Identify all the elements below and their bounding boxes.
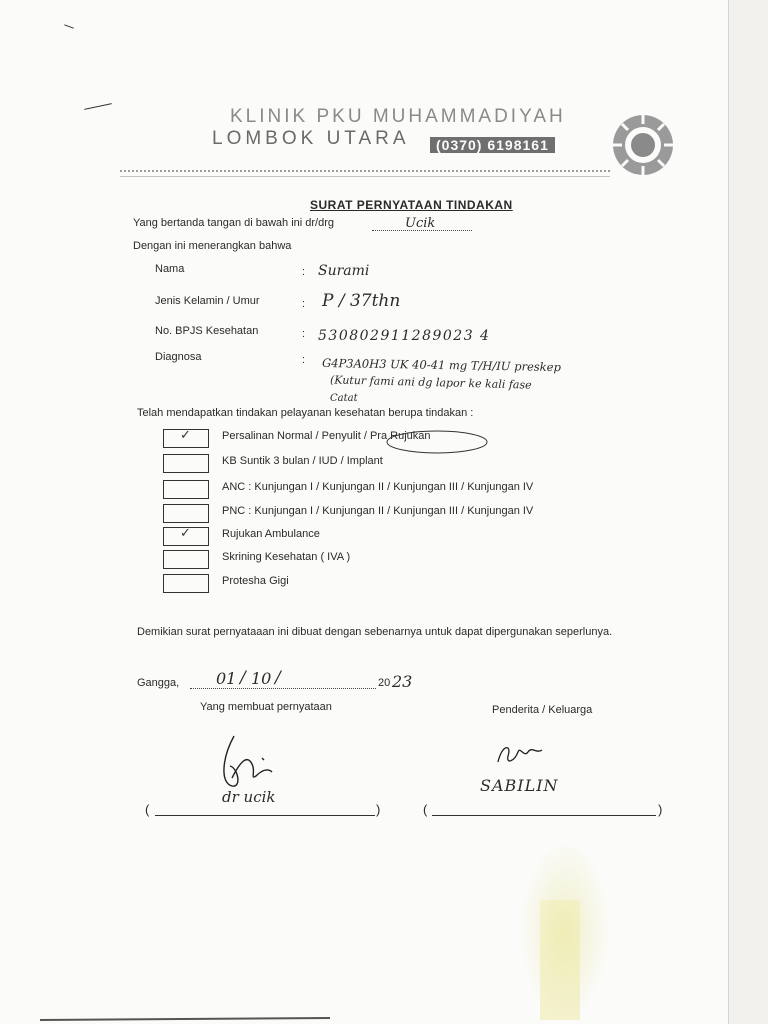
left-signature-name: dr ucik <box>222 788 276 806</box>
clinic-name-line1: KLINIK PKU MUHAMMADIYAH <box>230 106 566 127</box>
right-signature-name: SABILIN <box>480 776 559 795</box>
date-day: 01 <box>216 669 237 688</box>
clinic-name-line2: LOMBOK UTARA <box>212 128 410 149</box>
service-checkbox[interactable] <box>163 574 209 593</box>
service-label: KB Suntik 3 bulan / IUD / Implant <box>222 455 383 467</box>
diagnosis-line2: (Kutur fami ani dg lapor ke kali fase <box>329 373 532 392</box>
document-page: KLINIK PKU MUHAMMADIYAH LOMBOK UTARA (0370) 6198161 SURAT PERNYATAAN TINDAKAN Yang bertanda tangan di bawah ini dr/drg Ucik Dengan ini menerangkan bahwa Nama : Surami Jenis Kelamin / Umur : P / 37thn No. BPJS Kesehatan : 530802911289023 4 Diagnosa : G4P3A0H3 UK 40-41 mg T/H/IU preskep (Kutur fami ani dg lapor ke kali fase Catat Telah mendapatkan tindakan pelayanan kesehatan berupa tindakan : ✓ Persalinan Normal / Penyulit / Pra Rujukan KB Suntik 3 bulan / IUD / Implant ANC : Kunjungan I / Kunjungan II / Kunjungan III / Kunjungan IV PNC : Kunjungan I / Kunjungan II / Kunjungan III / Kunjungan IV ✓ Rujukan Ambulance Skrining Kesehatan ( IVA ) Protesha Gigi Demikian surat pernyataaan ini dibuat dengan sebenarnya untuk dapat dipergunakan seperlunya. Gangga, 01 / 10 / 20 23 Yang membuat pernyataan Penderita / Keluarga dr ucik SABILIN ( ) ( ) <box>0 0 729 1024</box>
left-open-paren: ( <box>145 802 150 817</box>
right-signature-title: Penderita / Keluarga <box>492 704 593 716</box>
left-close-paren: ) <box>376 802 381 817</box>
service-label: Persalinan Normal / Penyulit / Pra Rujukan <box>222 430 431 442</box>
gender-age-value: P / 37thn <box>322 291 401 311</box>
family-signature-icon <box>492 738 552 774</box>
service-checkbox[interactable] <box>163 550 209 569</box>
name-value: Surami <box>318 263 370 279</box>
date-month: 10 <box>251 669 272 688</box>
signed-by-line <box>372 230 472 231</box>
service-label: Skrining Kesehatan ( IVA ) <box>222 551 351 563</box>
bottom-edge-mark <box>40 1017 330 1021</box>
diagnosis-line1: G4P3A0H3 UK 40-41 mg T/H/IU preskep <box>321 355 561 375</box>
right-open-paren: ( <box>423 802 428 817</box>
right-signature-line <box>432 815 656 816</box>
circle-annotation <box>384 428 490 456</box>
check-mark-icon: ✓ <box>180 525 191 540</box>
service-checkbox[interactable] <box>163 480 209 499</box>
gender-age-label: Jenis Kelamin / Umur <box>155 295 260 307</box>
clinic-phone: (0370) 6198161 <box>430 137 555 153</box>
check-mark-icon: ✓ <box>180 427 191 442</box>
service-label: Rujukan Ambulance <box>222 528 320 540</box>
header-divider <box>120 176 610 177</box>
stating-label: Dengan ini menerangkan bahwa <box>133 240 292 252</box>
clinic-logo-icon <box>610 112 676 178</box>
date-year-prefix: 20 <box>378 677 391 689</box>
diagnosis-label: Diagnosa <box>155 351 202 363</box>
paper-stain <box>540 900 580 1020</box>
signed-by-label: Yang bertanda tangan di bawah ini dr/drg <box>133 217 334 229</box>
header-divider-dotted <box>120 170 610 172</box>
name-label: Nama <box>155 263 185 275</box>
document-title: SURAT PERNYATAAN TINDAKAN <box>310 198 513 212</box>
date-line <box>190 688 376 689</box>
services-intro: Telah mendapatkan tindakan pelayanan kesehatan berupa tindakan : <box>137 407 474 419</box>
pen-mark <box>84 103 112 110</box>
service-label: PNC : Kunjungan I / Kunjungan II / Kunjungan III / Kunjungan IV <box>222 505 534 517</box>
service-checkbox[interactable] <box>163 504 209 523</box>
date-year-suffix: 23 <box>392 672 413 691</box>
diagnosis-line3: Catat <box>330 393 358 404</box>
bpjs-value: 530802911289023 4 <box>318 328 491 344</box>
service-checkbox[interactable] <box>163 454 209 473</box>
bpjs-label: No. BPJS Kesehatan <box>155 325 259 337</box>
signed-by-value: Ucik <box>405 216 436 231</box>
pen-mark <box>64 24 74 28</box>
service-label: Protesha Gigi <box>222 575 289 587</box>
service-label: ANC : Kunjungan I / Kunjungan II / Kunjungan III / Kunjungan IV <box>222 481 534 493</box>
right-close-paren: ) <box>658 802 663 817</box>
date-place: Gangga, <box>137 677 180 689</box>
closing-statement: Demikian surat pernyataaan ini dibuat dengan sebenarnya untuk dapat dipergunakan seperlunya. <box>137 626 613 638</box>
left-signature-line <box>155 815 375 816</box>
left-signature-title: Yang membuat pernyataan <box>200 701 332 713</box>
